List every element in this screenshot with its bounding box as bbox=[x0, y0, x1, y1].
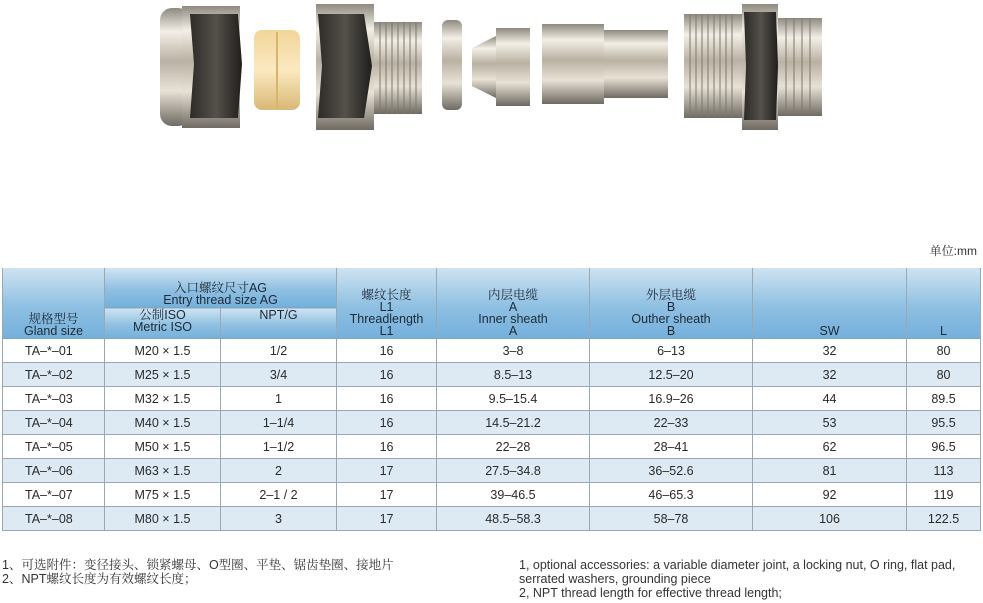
cell-l1: 16 bbox=[337, 411, 437, 435]
cell-sw: 106 bbox=[753, 507, 907, 531]
washer-ring bbox=[442, 20, 462, 110]
cell-l: 113 bbox=[907, 459, 981, 483]
table-row bbox=[3, 387, 981, 411]
cell-npt: 1–1/4 bbox=[221, 411, 337, 435]
cell-iso: M80 × 1.5 bbox=[105, 507, 221, 531]
note-cn-line: 1、可选附件：变径接头、锁紧螺母、O型圈、平垫、锯齿垫圈、接地片 bbox=[2, 558, 394, 572]
cell-b: 22–33 bbox=[590, 411, 753, 435]
cell-sw: 32 bbox=[753, 339, 907, 363]
cell-gland: TA–*–07 bbox=[3, 483, 105, 507]
cell-gland: TA–*–04 bbox=[3, 411, 105, 435]
cell-a: 22–28 bbox=[437, 435, 590, 459]
table-row bbox=[3, 339, 981, 363]
entry-body bbox=[684, 4, 822, 130]
table-row bbox=[3, 411, 981, 435]
cell-iso: M40 × 1.5 bbox=[105, 411, 221, 435]
header-outer-sheath: 外层电缆 B Outher sheath B bbox=[590, 268, 753, 339]
cell-iso: M75 × 1.5 bbox=[105, 483, 221, 507]
rubber-seal bbox=[254, 30, 300, 110]
header-thread-length: 螺纹长度 L1 Threadlength L1 bbox=[337, 268, 437, 339]
note-en-line: 2, NPT thread length for effective thread length; bbox=[519, 586, 782, 600]
cell-l: 95.5 bbox=[907, 411, 981, 435]
header-gland-size: 规格型号 Gland size bbox=[3, 268, 105, 339]
cell-a: 9.5–15.4 bbox=[437, 387, 590, 411]
cell-b: 36–52.6 bbox=[590, 459, 753, 483]
cell-l1: 17 bbox=[337, 459, 437, 483]
cell-l: 119 bbox=[907, 483, 981, 507]
cell-gland: TA–*–05 bbox=[3, 435, 105, 459]
header-metric-iso: 公制ISO Metric ISO bbox=[105, 308, 221, 339]
cell-b: 28–41 bbox=[590, 435, 753, 459]
cell-l1: 16 bbox=[337, 339, 437, 363]
table-row bbox=[3, 459, 981, 483]
cell-iso: M63 × 1.5 bbox=[105, 459, 221, 483]
cell-b: 58–78 bbox=[590, 507, 753, 531]
note-cn-line: 2、NPT螺纹长度为有效螺纹长度； bbox=[2, 572, 197, 586]
cell-npt: 1/2 bbox=[221, 339, 337, 363]
cell-a: 8.5–13 bbox=[437, 363, 590, 387]
cell-npt: 2 bbox=[221, 459, 337, 483]
product-photo bbox=[150, 0, 840, 150]
cell-a: 39–46.5 bbox=[437, 483, 590, 507]
cell-l: 96.5 bbox=[907, 435, 981, 459]
header-npt: NPT/G bbox=[221, 308, 337, 339]
spec-table-body bbox=[3, 339, 981, 531]
cell-l1: 16 bbox=[337, 387, 437, 411]
cell-a: 3–8 bbox=[437, 339, 590, 363]
spec-table bbox=[2, 268, 981, 531]
header-inner-sheath: 内层电缆 A Inner sheath A bbox=[437, 268, 590, 339]
cell-b: 46–65.3 bbox=[590, 483, 753, 507]
cell-l: 80 bbox=[907, 363, 981, 387]
cell-gland: TA–*–03 bbox=[3, 387, 105, 411]
header-sw: SW bbox=[753, 268, 907, 339]
cell-iso: M50 × 1.5 bbox=[105, 435, 221, 459]
cell-sw: 53 bbox=[753, 411, 907, 435]
cell-l: 89.5 bbox=[907, 387, 981, 411]
notes-english bbox=[519, 558, 981, 600]
unit-label: 单位:mm bbox=[929, 244, 977, 258]
gland-body bbox=[316, 4, 422, 130]
cell-iso: M20 × 1.5 bbox=[105, 339, 221, 363]
cell-sw: 92 bbox=[753, 483, 907, 507]
sleeve bbox=[542, 24, 668, 104]
note-en-line: 1, optional accessories: a variable diameter joint, a locking nut, O ring, flat pad, bbox=[519, 558, 956, 572]
cell-a: 14.5–21.2 bbox=[437, 411, 590, 435]
cell-l1: 17 bbox=[337, 507, 437, 531]
cap-nut bbox=[160, 6, 242, 128]
cell-iso: M25 × 1.5 bbox=[105, 363, 221, 387]
cell-npt: 1 bbox=[221, 387, 337, 411]
cone-clamp bbox=[472, 28, 530, 106]
table-row bbox=[3, 435, 981, 459]
cell-l1: 16 bbox=[337, 435, 437, 459]
cell-sw: 44 bbox=[753, 387, 907, 411]
cell-l: 122.5 bbox=[907, 507, 981, 531]
cell-b: 6–13 bbox=[590, 339, 753, 363]
cell-a: 48.5–58.3 bbox=[437, 507, 590, 531]
table-row bbox=[3, 363, 981, 387]
header-l: L bbox=[907, 268, 981, 339]
cell-b: 16.9–26 bbox=[590, 387, 753, 411]
cell-gland: TA–*–08 bbox=[3, 507, 105, 531]
cell-gland: TA–*–01 bbox=[3, 339, 105, 363]
cell-iso: M32 × 1.5 bbox=[105, 387, 221, 411]
cell-gland: TA–*–06 bbox=[3, 459, 105, 483]
cell-sw: 32 bbox=[753, 363, 907, 387]
cell-l: 80 bbox=[907, 339, 981, 363]
header-entry-thread: 入口螺纹尺寸AG Entry thread size AG bbox=[105, 268, 337, 308]
cell-gland: TA–*–02 bbox=[3, 363, 105, 387]
cell-l1: 17 bbox=[337, 483, 437, 507]
cell-sw: 81 bbox=[753, 459, 907, 483]
table-row bbox=[3, 483, 981, 507]
cell-sw: 62 bbox=[753, 435, 907, 459]
cell-a: 27.5–34.8 bbox=[437, 459, 590, 483]
cell-l1: 16 bbox=[337, 363, 437, 387]
cell-npt: 1–1/2 bbox=[221, 435, 337, 459]
cell-npt: 3/4 bbox=[221, 363, 337, 387]
table-row bbox=[3, 507, 981, 531]
cell-npt: 3 bbox=[221, 507, 337, 531]
cell-npt: 2–1 / 2 bbox=[221, 483, 337, 507]
notes-chinese bbox=[2, 558, 394, 586]
note-en-line: serrated washers, grounding piece bbox=[519, 572, 711, 586]
cell-b: 12.5–20 bbox=[590, 363, 753, 387]
